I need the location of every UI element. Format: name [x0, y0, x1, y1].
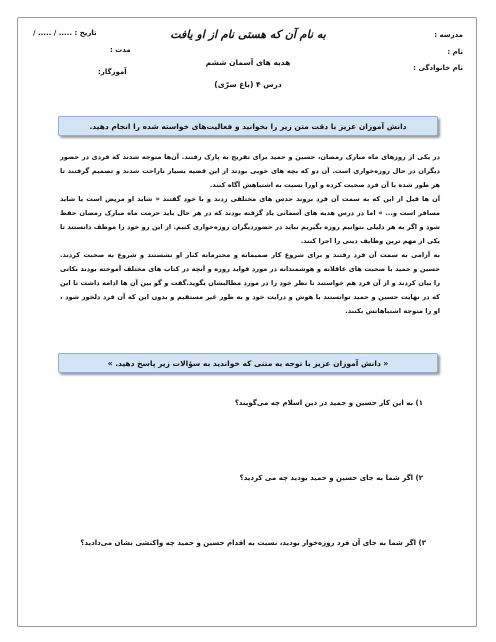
family-name-label: نام خانوادگی :: [413, 64, 463, 72]
question-1: ۱) به این کار حسین و حمید در دین اسلام چه می‌گویند؟: [234, 399, 423, 407]
teacher-label: آموزگار:: [98, 68, 127, 76]
passage-paragraph: به آرامی به سمت آن فرد رفتند و برای شروع کار صمیمانه و محترمانه کنار او نشستند و شروع به صحبت کردند. حسین و حمید با صحبت های عاقلانه و هوشمندانه در مورد فواید روزه و آنچه در کتاب های مختلف آموخته بودند نکاتی را بیان کردند و از آن فرد هم خواستند تا نظر خود را در مورد مطالبشان بگوید.گفت و گو بین آن ها ادامه داشت تا این که در نهایت حسین و حمید توانستند با هوش و درایت خود و به طور غیر مستقیم و بدون این که آن فرد دلخور شود ، او را متوجه اشتباهاتش بکنند.: [60, 251, 440, 315]
subject-title: هدیه های آسمان ششم: [205, 58, 291, 67]
instruction-banner-questions: « دانش آموزان عزیز با توجه به متنی که خواندید به سؤالات زیر پاسخ دهید. »: [58, 353, 438, 373]
question-2: ۲) اگر شما به جای حسین و حمید بودید چه می کردید؟: [239, 474, 423, 482]
duration-label: مدت :: [110, 46, 131, 54]
page-border: [17, 17, 477, 627]
date-label: تاریخ : ..... / ..... /: [33, 29, 97, 37]
reading-passage: [60, 150, 440, 318]
bismillah-calligraphy: به نام آن که هستی نام از او یافت: [170, 28, 326, 41]
lesson-title: درس ۴ (باغ سرّی): [214, 80, 282, 89]
school-label: مدرسه :: [434, 31, 463, 39]
passage-paragraph: در یکی از روزهای ماه مبارک رمضان، حسین و حمید برای تفریح به پارک رفتند. آن‌ها متوجه شدند که فردی در حضور دیگران در حال روزه‌خواری است. آن دو که بچه های خوبی بودند از این قضیه بسیار ناراحت شدند و تصمیم گرفتند تا هر طور شده با آن فرد صحبت کرده و اورا نسبت به اشتباهش آگاه کنند.: [60, 153, 440, 189]
passage-paragraph: آن ها قبل از این که به سمت آن فرد بروند حدس های مختلفی زدند و با خود گفتند « شاید او مریض است یا شاید مسافر است و... » اما در درس هدیه های آسمانی یاد گرفته بودند که در هر حال باید حرمت ماه مبارک رمضان حفظ شود و اگر به هر دلیلی نتوانیم روزه بگیریم نباید در حضوردیگران روزه‌خواری کنیم. از این رو خود را موظف دانستند تا یکی از مهم ترین وظایف دینی را اجرا کنند.: [60, 195, 440, 245]
question-3: ۳) اگر شما به جای آن فرد روزه‌خوار بودید، نسبت به اقدام حسین و حمید چه واکنشی نشان می‌دادید؟: [80, 539, 426, 547]
instruction-banner-reading: دانش آموزان عزیز با دقت متن زیر را بخوانید و فعالیت‌های خواسته شده را انجام دهید.: [58, 116, 438, 136]
name-label: نام :: [447, 48, 463, 56]
